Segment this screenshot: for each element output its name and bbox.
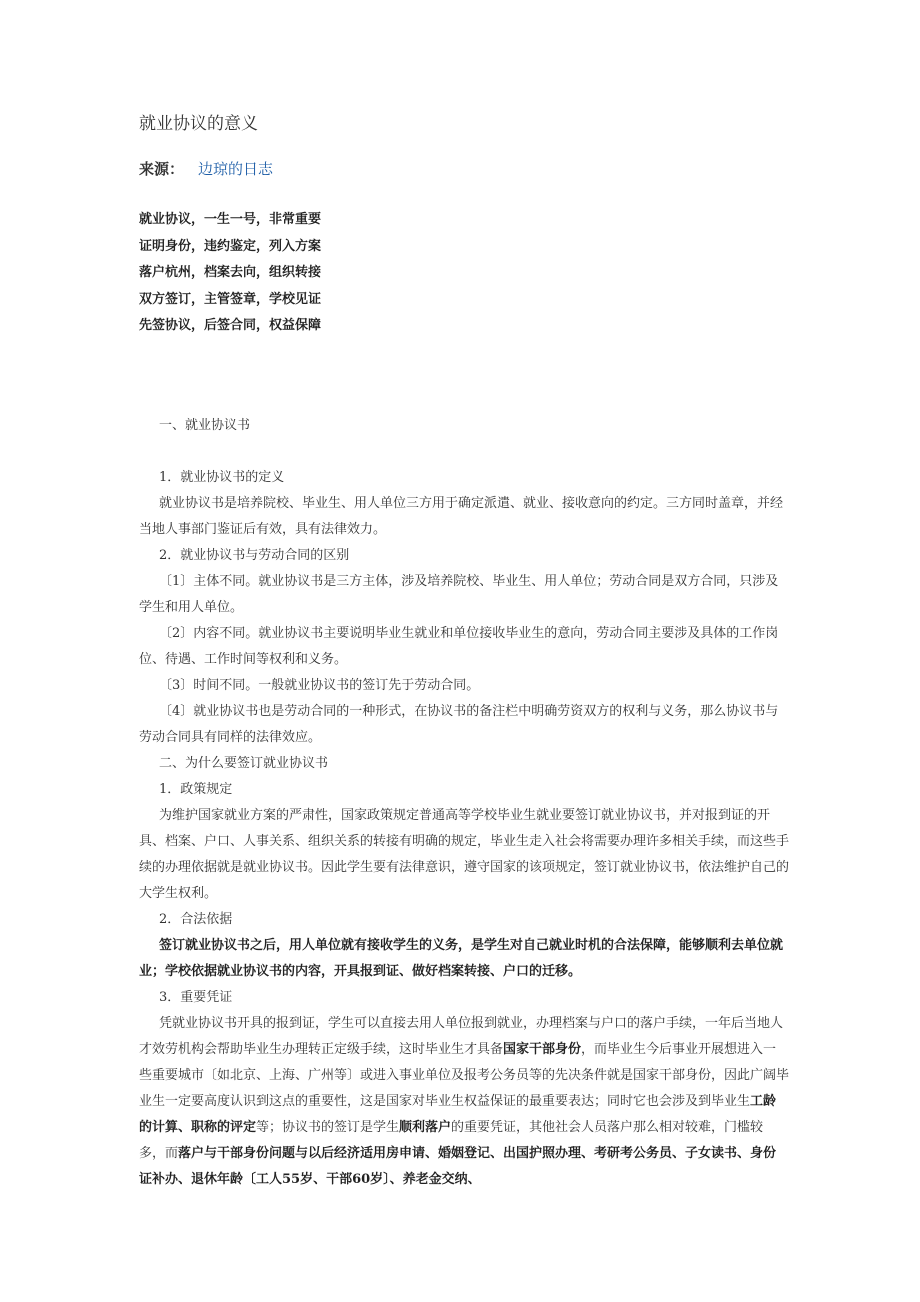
source-link[interactable]: 边琼的日志 bbox=[198, 160, 274, 178]
list-item: 〔3〕时间不同。一般就业协议书的签订先于劳动合同。 bbox=[159, 678, 480, 693]
list-item: 〔1〕主体不同。就业协议书是三方主体，涉及培养院校、毕业生、用人单位；劳动合同是双方合同，只涉及学生和用人单位。 bbox=[139, 574, 779, 615]
section-heading: 一、就业协议书 bbox=[159, 418, 251, 433]
page-title: 就业协议的意义 bbox=[139, 114, 258, 134]
section-heading: 二、为什么要签订就业协议书 bbox=[159, 756, 329, 771]
subsection-heading: 1．就业协议书的定义 bbox=[159, 470, 285, 485]
subsection-heading: 3．重要凭证 bbox=[159, 990, 233, 1005]
verse-line: 就业协议，一生一号，非常重要 bbox=[139, 212, 322, 227]
subsection-heading: 2．就业协议书与劳动合同的区别 bbox=[159, 548, 350, 563]
text-run: ，而毕业生今后事业开展想进入一些重要城市〔如北京、上海、广州等〕或进入事业单位及报考公务员等的先决条件就是国家干部身份，因此广阔毕业生一定要高度认识到这点的重要性，这是国家对毕业生权益保证的最重要表达；同时它也会涉及到毕业生 bbox=[139, 1042, 790, 1109]
list-item: 〔2〕内容不同。就业协议书主要说明毕业生就业和单位接收毕业生的意向，劳动合同主要涉及具体的工作岗位、待遇、工作时间等权利和义务。 bbox=[139, 626, 779, 667]
verse-line: 双方签订，主管签章，学校见证 bbox=[139, 291, 322, 307]
paragraph bbox=[139, 1011, 789, 1193]
subsection-heading: 1．政策规定 bbox=[159, 782, 233, 797]
source-line bbox=[139, 158, 273, 180]
bold-text: 工龄的计算、职称的评定 bbox=[139, 1094, 777, 1135]
verse-block bbox=[139, 207, 321, 340]
bold-text: 国家干部身份 bbox=[503, 1042, 582, 1057]
bold-text: 落户与干部身份问题与以后经济适用房申请、婚姻登记、出国护照办理、考研考公务员、子女读书、身份证补办、退休年龄〔工人55岁、干部60岁〕、养老金交纳、 bbox=[139, 1146, 777, 1187]
text-run: 等；协议书的签订是学生 bbox=[256, 1120, 400, 1135]
verse-line: 先签协议，后签合同，权益保障 bbox=[139, 318, 322, 333]
verse-line: 落户杭州，档案去向，组织转接 bbox=[139, 265, 322, 280]
paragraph: 就业协议书是培养院校、毕业生、用人单位三方用于确定派遣、就业、接收意向的约定。三方同时盖章，并经当地人事部门鉴证后有效，具有法律效力。 bbox=[139, 496, 784, 537]
verse-line: 证明身份，违约鉴定，列入方案 bbox=[139, 238, 322, 254]
list-item: 〔4〕就业协议书也是劳动合同的一种形式，在协议书的备注栏中明确劳资双方的权利与义务，那么协议书与劳动合同具有同样的法律效应。 bbox=[139, 704, 779, 745]
bold-paragraph: 签订就业协议书之后，用人单位就有接收学生的义务，是学生对自己就业时机的合法保障，能够顺利去单位就业；学校依据就业协议书的内容，开具报到证、做好档案转接、户口的迁移。 bbox=[139, 938, 784, 979]
bold-text: 顺利落户 bbox=[399, 1120, 452, 1135]
article-body bbox=[139, 413, 789, 1193]
source-label: 来源： bbox=[139, 160, 185, 178]
text-run: 凭就业协议书开具的报到证，学生可以直接去用人单位报到就业，办理档案与户口的落户手续，一年后当地人才效劳机构会帮助毕业生办理转正定级手续，这时毕业生才具备 bbox=[139, 1016, 784, 1057]
paragraph: 为维护国家就业方案的严肃性，国家政策规定普通高等学校毕业生就业要签订就业协议书，并对报到证的开具、档案、户口、人事关系、组织关系的转接有明确的规定，毕业生走入社会将需要办理许多相关手续，而这些手续的办理依据就是就业协议书。因此学生要有法律意识，遵守国家的该项规定，签订就业协议书，依法维护自己的大学生权利。 bbox=[139, 808, 790, 901]
subsection-heading: 2．合法依据 bbox=[159, 912, 233, 927]
text-run: 的重要凭证，其他社会人员落户那么相对较难，门槛较多，而 bbox=[139, 1120, 764, 1161]
